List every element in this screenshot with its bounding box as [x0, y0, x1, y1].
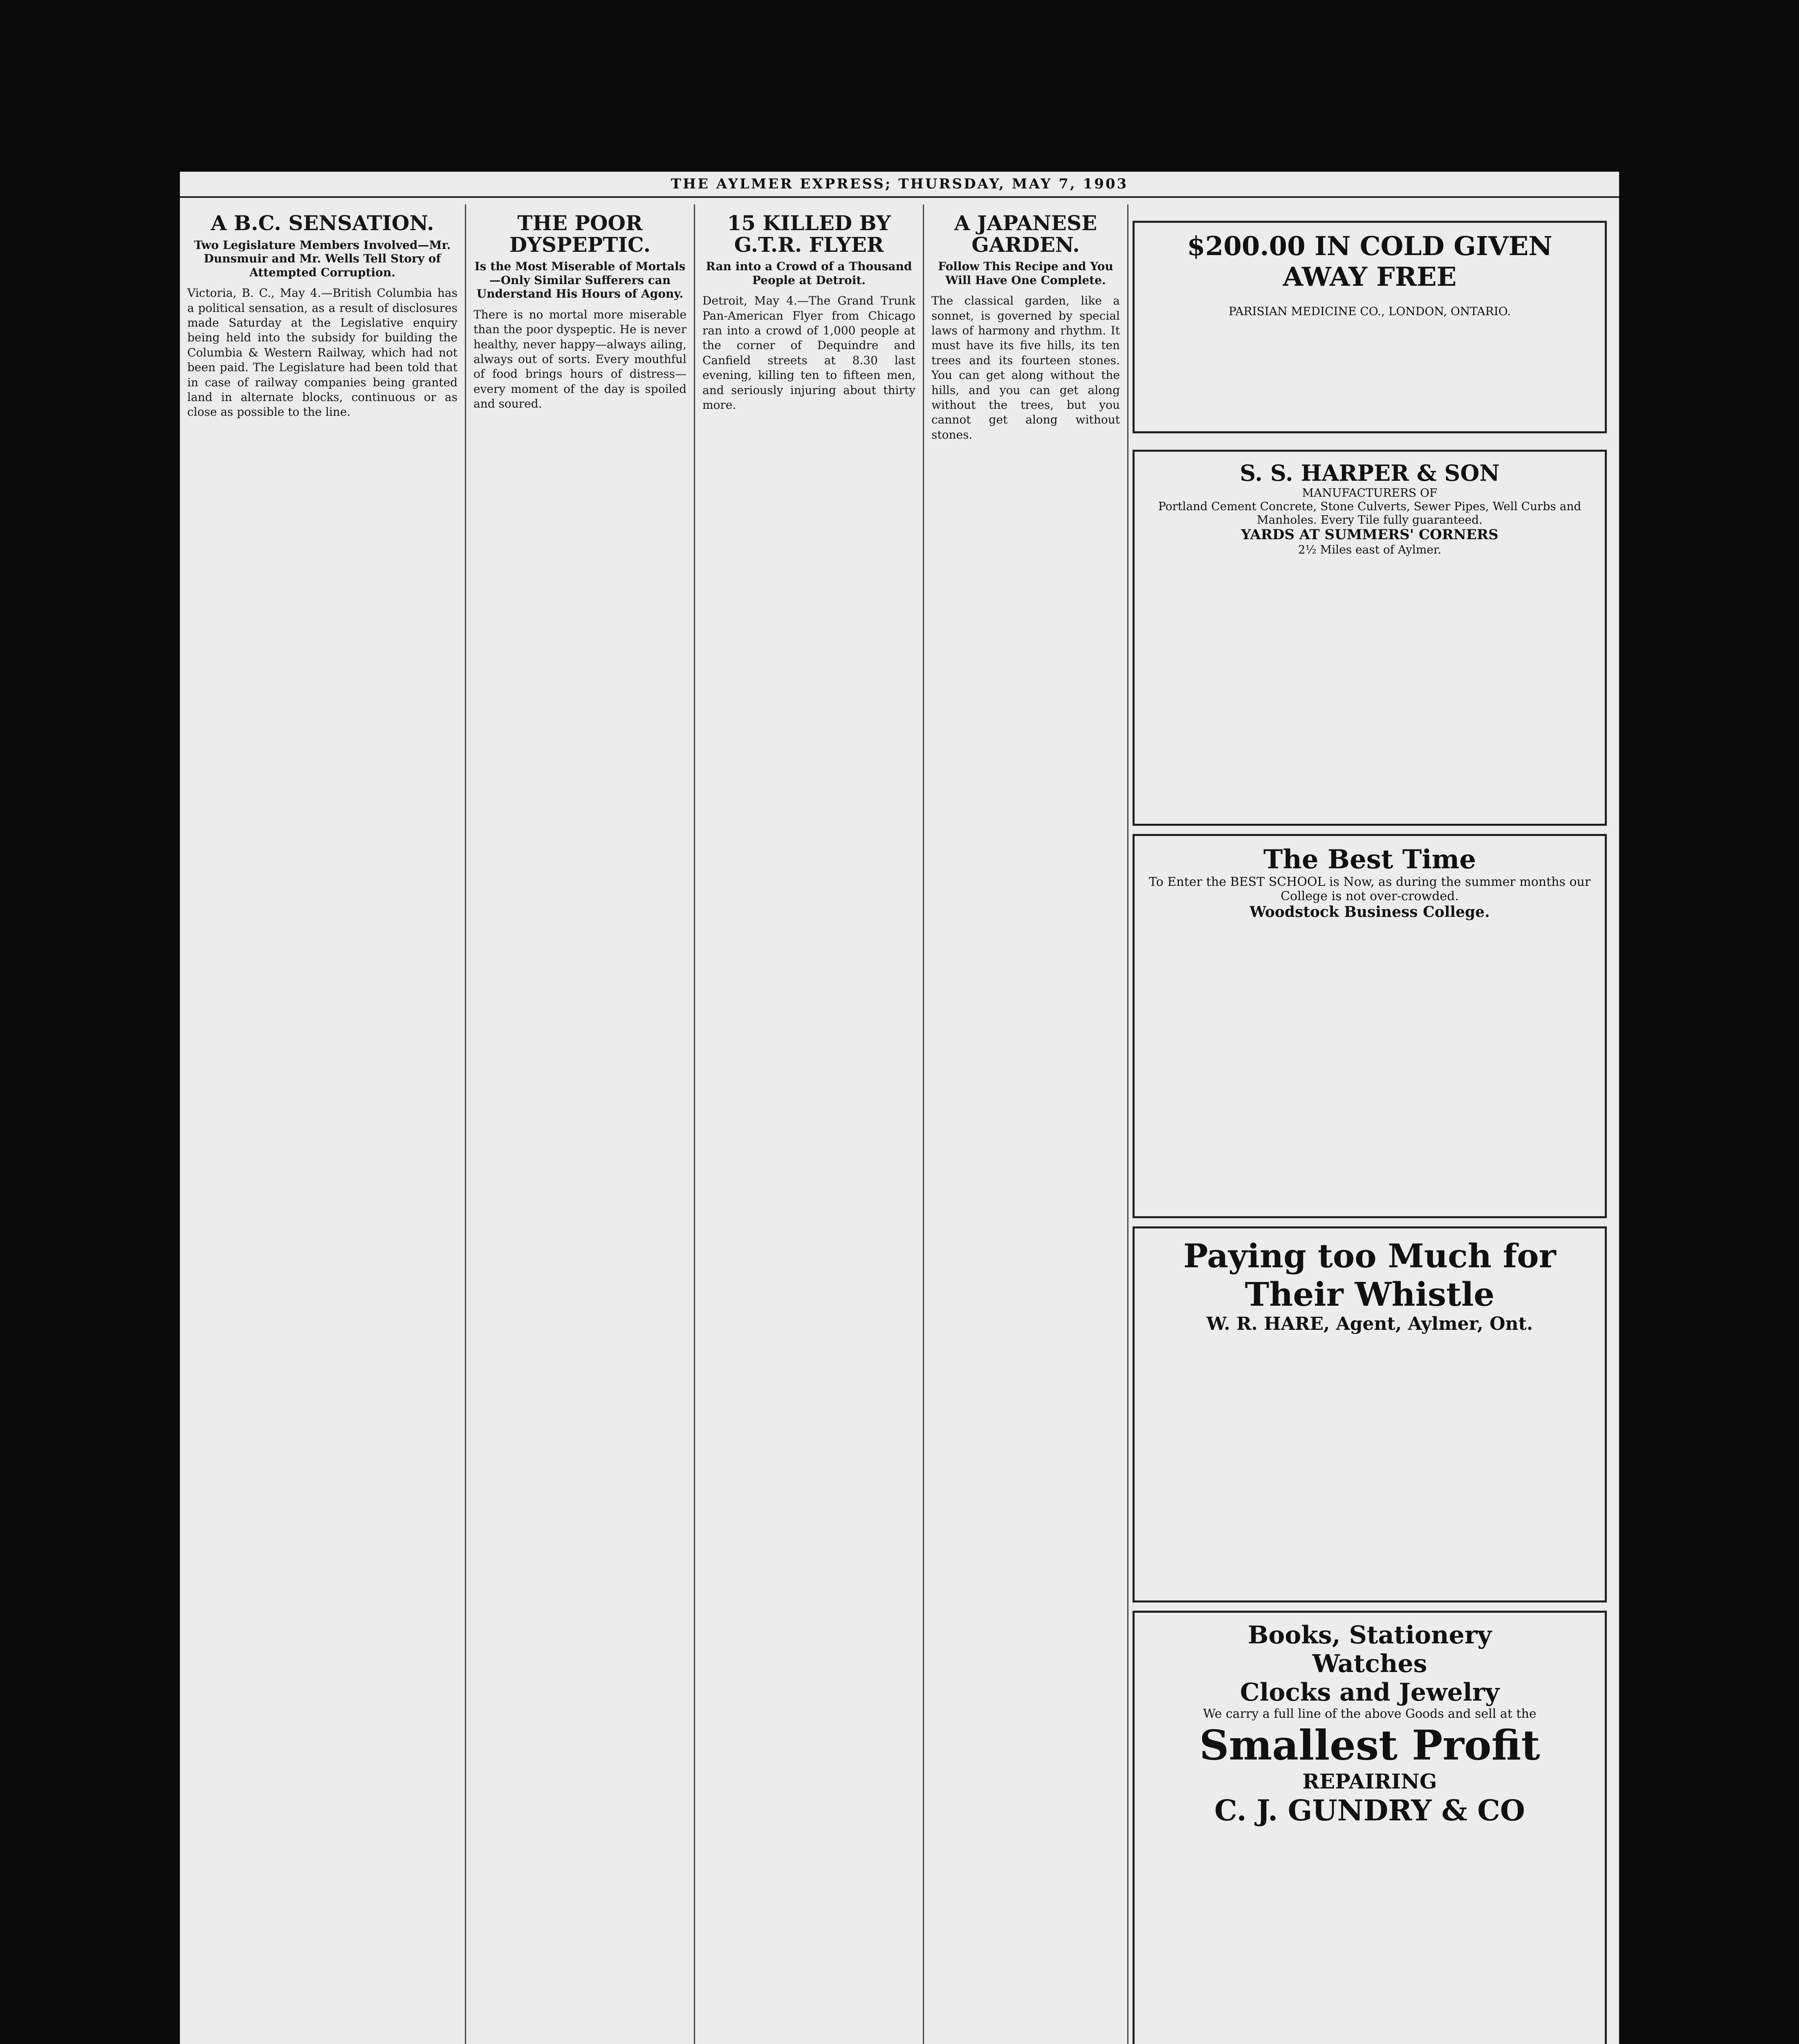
article-subtitle: Ran into a Crowd of a Thousand People at Detroit.	[706, 260, 912, 287]
gundry-line4: We carry a full line of the above Goods and sell at the	[1203, 1707, 1537, 1721]
article-title: THE POOR DYSPEPTIC.	[509, 211, 651, 257]
article-text: Detroit, May 4.—The Grand Trunk Pan-American Flyer from Chicago ran into a crowd of 1,000 people at the corner of Dequindre and Canfield streets at 8.30 last evening, killing ten to fifteen men, and seriously injuring about thirty more.	[702, 294, 915, 412]
column-4	[924, 204, 1128, 2044]
business-college-ad	[1133, 834, 1607, 1218]
fence-agent: W. R. HARE, Agent, Aylmer, Ont.	[1206, 1313, 1533, 1334]
column-3	[695, 204, 924, 2044]
masthead-text: THE AYLMER EXPRESS; THURSDAY, MAY 7, 1903	[671, 176, 1128, 192]
article-subtitle: Follow This Recipe and You Will Have One Complete.	[938, 260, 1113, 287]
article-text: Victoria, B. C., May 4.—British Columbia has a political sensation, as a result of disclosures made Saturday at the Legislative enquiry being held into the subsidy for building the Columbia & Western Railway, which had not been paid. The Legislature had been told that in case of railway companies being granted land in alternate blocks, continuous or as close as possible to the line.	[187, 286, 458, 419]
column-2	[466, 204, 695, 2044]
article-subtitle: Two Legislature Members Involved—Mr. Dunsmuir and Mr. Wells Tell Story of Attempted Corruption.	[194, 238, 451, 279]
harper-line2: Portland Cement Concrete, Stone Culverts, Sewer Pipes, Well Curbs and Manholes. Every Tile fully guaranteed.	[1158, 500, 1581, 527]
gundry-line2: Watches	[1312, 1650, 1427, 1678]
school-title: The Best Time	[1263, 844, 1476, 875]
article-subtitle: Is the Most Miserable of Mortals—Only Similar Sufferers can Understand His Hours of Agony.	[474, 260, 686, 301]
article-text: The classical garden, like a sonnet, is governed by special laws of harmony and rhythm. It must have its five hills, its ten trees and its fourteen stones. You can get along without the hills, and you can get along without the trees, but you cannot get along without stones.	[931, 294, 1120, 442]
article-title: A JAPANESE GARDEN.	[954, 211, 1097, 257]
gundry-headline: Smallest Profit	[1199, 1721, 1540, 1769]
harper-line4: 2½ Miles east of Aylmer.	[1298, 543, 1442, 556]
fence-headline: Paying too Much for Their Whistle	[1183, 1237, 1556, 1313]
school-line2: Woodstock Business College.	[1249, 903, 1490, 921]
fence-ad	[1133, 1226, 1607, 1602]
article-title: A B.C. SENSATION.	[211, 211, 434, 235]
newspaper-page	[180, 172, 1619, 2044]
gundry-line1: Books, Stationery	[1247, 1621, 1492, 1650]
column-1	[180, 204, 466, 2044]
gundry-ad	[1133, 1611, 1607, 2044]
harper-line3: YARDS AT SUMMERS' CORNERS	[1241, 527, 1498, 543]
gold-footer: PARISIAN MEDICINE CO., LONDON, ONTARIO.	[1228, 305, 1511, 318]
gundry-line3: Clocks and Jewelry	[1240, 1678, 1500, 1707]
harper-name: S. S. HARPER & SON	[1240, 460, 1500, 486]
article-text: There is no mortal more miserable than the poor dyspeptic. He is never healthy, never happy—always ailing, always out of sorts. Every mouthful of food brings hours of distress—every moment of the day is spoiled and soured.	[473, 307, 686, 411]
article-title: 15 KILLED BY G.T.R. FLYER	[727, 211, 891, 257]
gold-giveaway-ad	[1133, 221, 1607, 433]
gundry-repairing: REPAIRING	[1302, 1769, 1437, 1793]
gundry-signature: C. J. GUNDRY & CO	[1214, 1793, 1525, 1827]
school-line1: To Enter the BEST SCHOOL is Now, as during the summer months our College is not over-crowded.	[1148, 875, 1591, 903]
harper-ad	[1133, 450, 1607, 826]
masthead	[180, 172, 1619, 198]
gold-headline: $200.00 IN COLD GIVEN AWAY FREE	[1187, 231, 1552, 292]
harper-line1: MANUFACTURERS OF	[1302, 486, 1438, 500]
